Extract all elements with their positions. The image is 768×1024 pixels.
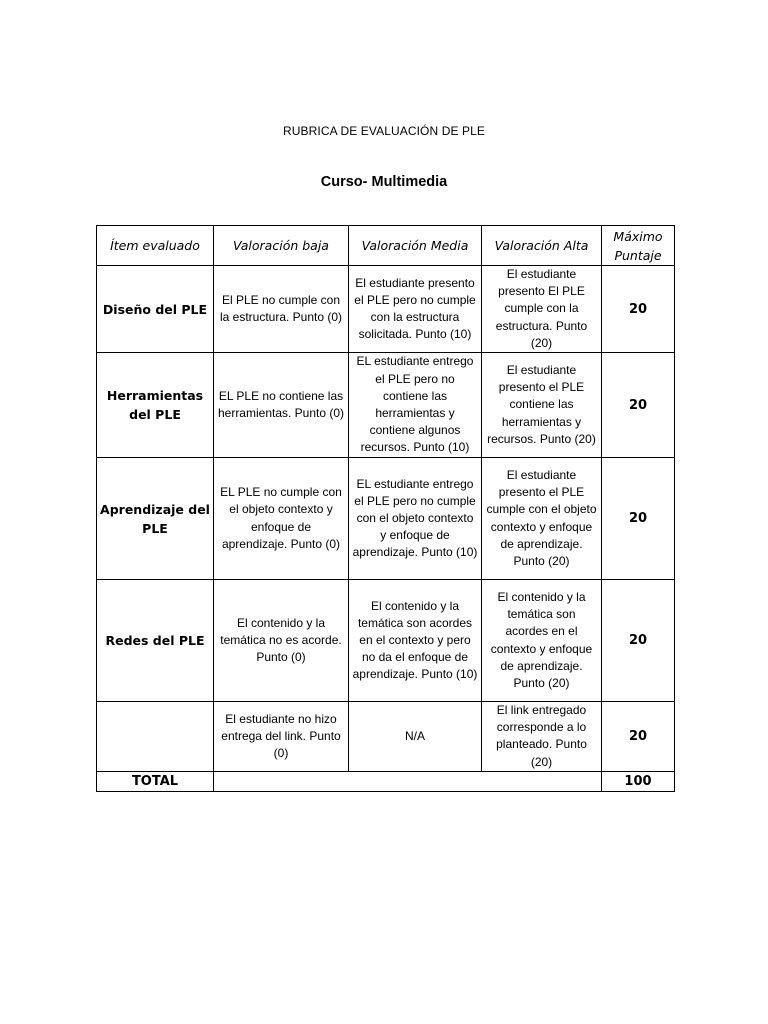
- table-row: [97, 580, 675, 702]
- document-title: RUBRICA DE EVALUACIÓN DE PLE: [283, 124, 485, 138]
- total-spacer-cell: [214, 771, 602, 791]
- media-cell: El contenido y la temática son acordes en el contexto y pero no da el enfoque de aprendizaje. Punto (10): [349, 580, 482, 702]
- max-score-cell: 20: [602, 702, 675, 772]
- total-label: TOTAL: [97, 771, 214, 791]
- media-cell: El estudiante presento el PLE pero no cumple con la estructura solicitada. Punto (10): [349, 266, 482, 353]
- max-score-cell: 20: [602, 458, 675, 580]
- table-row: [97, 266, 675, 353]
- header-row: [97, 226, 675, 266]
- item-cell: Herramientas del PLE: [97, 353, 214, 458]
- media-cell: EL estudiante entrego el PLE pero no cumple con el objeto contexto y enfoque de aprendizaje. Punto (10): [349, 458, 482, 580]
- baja-cell: EL PLE no contiene las herramientas. Punto (0): [214, 353, 349, 458]
- total-row: [97, 771, 675, 791]
- alta-cell: El link entregado corresponde a lo planteado. Punto (20): [482, 702, 602, 772]
- item-cell: Redes del PLE: [97, 580, 214, 702]
- media-cell: N/A: [349, 702, 482, 772]
- max-score-cell: 20: [602, 353, 675, 458]
- header-alta: Valoración Alta: [482, 226, 602, 266]
- max-score-cell: 20: [602, 266, 675, 353]
- document-subtitle: Curso- Multimedia: [320, 174, 448, 190]
- alta-cell: El estudiante presento el PLE cumple con el objeto contexto y enfoque de aprendizaje. Punto (20): [482, 458, 602, 580]
- baja-cell: El estudiante no hizo entrega del link. Punto (0): [214, 702, 349, 772]
- item-cell: [97, 702, 214, 772]
- table-row: [97, 353, 675, 458]
- max-score-cell: 20: [602, 580, 675, 702]
- alta-cell: El estudiante presento el PLE contiene las herramientas y recursos. Punto (20): [482, 353, 602, 458]
- table-row: [97, 702, 675, 772]
- media-cell: EL estudiante entrego el PLE pero no contiene las herramientas y contiene algunos recursos. Punto (10): [349, 353, 482, 458]
- header-baja: Valoración baja: [214, 226, 349, 266]
- header-maximo: Máximo Puntaje: [602, 226, 675, 266]
- baja-cell: El contenido y la temática no es acorde. Punto (0): [214, 580, 349, 702]
- alta-cell: El estudiante presento El PLE cumple con la estructura. Punto (20): [482, 266, 602, 353]
- table-row: [97, 458, 675, 580]
- baja-cell: EL PLE no cumple con el objeto contexto y enfoque de aprendizaje. Punto (0): [214, 458, 349, 580]
- header-media: Valoración Media: [349, 226, 482, 266]
- total-value: 100: [602, 771, 675, 791]
- rubric-table: [96, 225, 675, 792]
- header-item: Ítem evaluado: [97, 226, 214, 266]
- baja-cell: El PLE no cumple con la estructura. Punto (0): [214, 266, 349, 353]
- item-cell: Diseño del PLE: [97, 266, 214, 353]
- alta-cell: El contenido y la temática son acordes en el contexto y enfoque de aprendizaje. Punto (20): [482, 580, 602, 702]
- item-cell: Aprendizaje del PLE: [97, 458, 214, 580]
